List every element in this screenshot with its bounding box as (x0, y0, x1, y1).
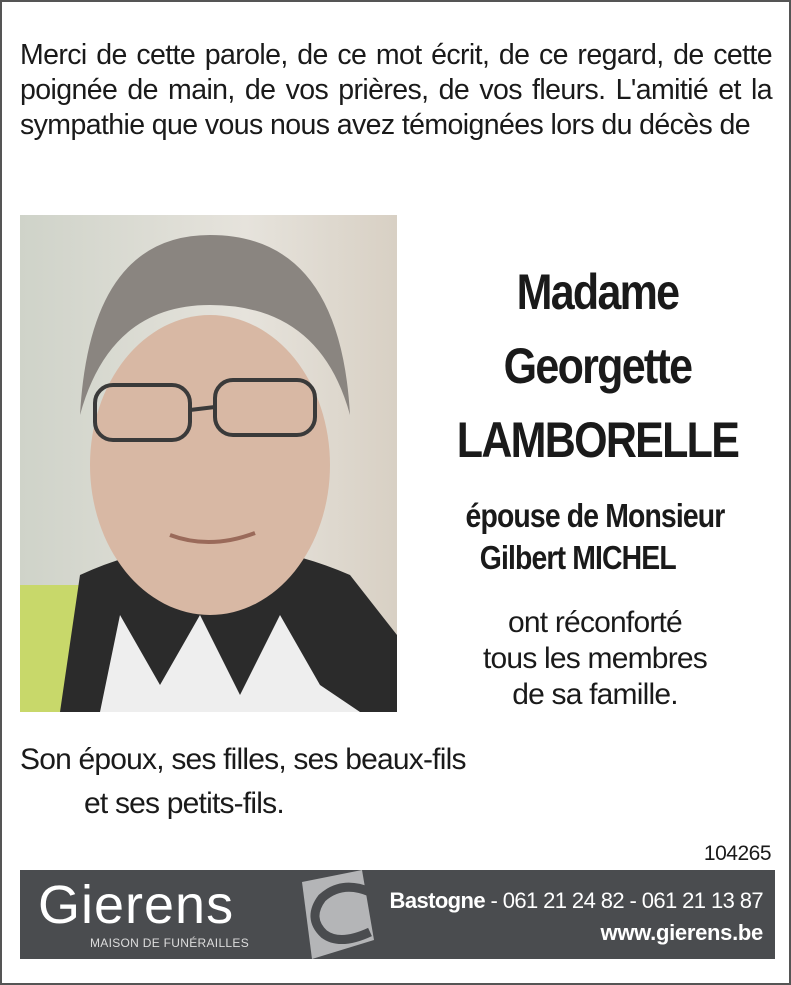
comfort-line: tous les membres (483, 642, 707, 675)
spouse-line: épouse de Monsieur (465, 497, 725, 534)
deceased-title: Madame (516, 264, 679, 320)
family-signature (20, 738, 466, 826)
website-link[interactable]: www.gierens.be (600, 920, 763, 945)
spouse-name: Gilbert MICHEL (479, 539, 676, 576)
logo-tagline: MAISON DE FUNÉRAILLES (90, 936, 250, 950)
phone-numbers: - 061 21 24 82 - 061 21 13 87 (484, 888, 763, 913)
city: Bastogne (389, 888, 485, 913)
comfort-line: de sa famille. (512, 678, 678, 711)
contact-phones (390, 888, 763, 914)
reference-number: 104265 (703, 842, 771, 865)
family-line: Son époux, ses filles, ses beaux-fils (20, 743, 466, 776)
deceased-first-name: Georgette (503, 338, 692, 394)
deceased-last-name: LAMBORELLE (456, 412, 739, 468)
gierens-g-mark-icon (282, 870, 394, 959)
family-line: et ses petits-fils. (84, 787, 284, 820)
deceased-name (445, 255, 750, 477)
portrait-photo (20, 215, 397, 712)
comfort-text (440, 605, 750, 713)
funeral-home-banner (20, 870, 775, 959)
intro-text: Merci de cette parole, de ce mot écrit, de ce regard, de cette poignée de main, de vos prières, de vos fleurs. L'amitié et la sympathie que vous nous avez témoignées lors du décès de (20, 39, 772, 141)
spouse-info (427, 495, 762, 579)
comfort-line: ont réconforté (508, 606, 682, 639)
gierens-logo: Gierens (38, 875, 235, 935)
